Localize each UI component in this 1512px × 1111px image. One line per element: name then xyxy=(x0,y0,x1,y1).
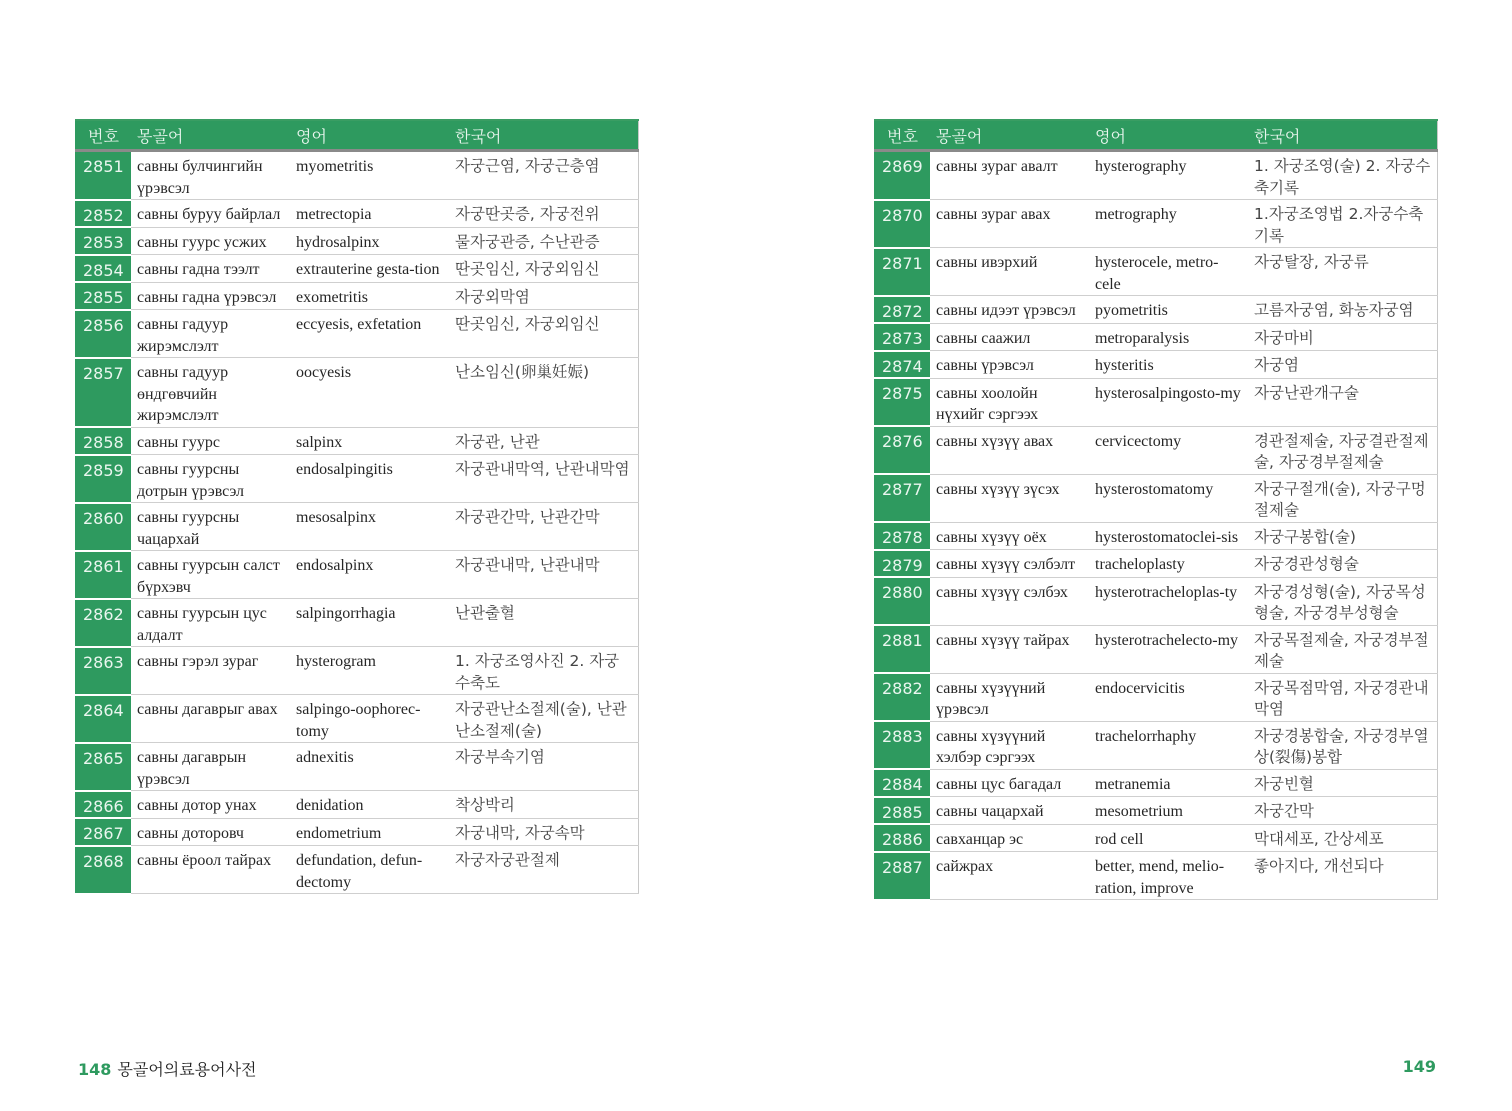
entry-number: 2861 xyxy=(75,551,131,599)
table-row xyxy=(874,522,1437,550)
korean-term: 막대세포, 간상세포 xyxy=(1248,824,1437,852)
english-term: myometritis xyxy=(290,151,449,200)
english-term: hysterotracheloplas-ty xyxy=(1089,577,1248,625)
table-row xyxy=(874,200,1437,248)
mongolian-term: савны буруу байрлал xyxy=(131,200,290,228)
table-row xyxy=(75,551,638,599)
english-term: endocervicitis xyxy=(1089,673,1248,721)
english-term: rod cell xyxy=(1089,824,1248,852)
header-mongolian: 몽골어 xyxy=(131,120,290,151)
entry-number: 2877 xyxy=(874,474,930,522)
korean-term: 딴곳임신, 자궁외임신 xyxy=(449,255,638,283)
table-row xyxy=(874,426,1437,474)
korean-term: 좋아지다, 개선되다 xyxy=(1248,852,1437,900)
korean-term: 자궁경관성형술 xyxy=(1248,550,1437,578)
footer-left xyxy=(78,1057,257,1080)
header-korean: 한국어 xyxy=(1248,120,1437,151)
korean-term: 자궁외막염 xyxy=(449,282,638,310)
korean-term: 자궁부속기염 xyxy=(449,743,638,791)
mongolian-term: савны дагаврыг авах xyxy=(131,695,290,743)
mongolian-term: савны гэрэл зураг xyxy=(131,647,290,695)
english-term: metranemia xyxy=(1089,769,1248,797)
korean-term: 자궁목점막염, 자궁경관내막염 xyxy=(1248,673,1437,721)
entry-number: 2885 xyxy=(874,797,930,825)
terms-table-right xyxy=(874,119,1438,901)
mongolian-term: савны дагаврын үрэвсэл xyxy=(131,743,290,791)
mongolian-term: савны гуурсны дотрын үрэвсэл xyxy=(131,455,290,503)
korean-term: 자궁근염, 자궁근층염 xyxy=(449,151,638,200)
mongolian-term: савны гуурс усжих xyxy=(131,227,290,255)
english-term: hysterogram xyxy=(290,647,449,695)
entry-number: 2853 xyxy=(75,227,131,255)
korean-term: 자궁난관개구술 xyxy=(1248,378,1437,426)
entry-number: 2870 xyxy=(874,200,930,248)
korean-term: 자궁마비 xyxy=(1248,323,1437,351)
english-term: denidation xyxy=(290,791,449,819)
korean-term: 경관절제술, 자궁결관절제술, 자궁경부절제술 xyxy=(1248,426,1437,474)
header-number: 번호 xyxy=(75,120,131,151)
korean-term: 자궁경성형(술), 자궁목성형술, 자궁경부성형술 xyxy=(1248,577,1437,625)
english-term: endosalpingitis xyxy=(290,455,449,503)
table-row xyxy=(75,427,638,455)
english-term: endometrium xyxy=(290,818,449,846)
mongolian-term: савны гадуур өндгөвчийн жирэмслэлт xyxy=(131,358,290,428)
mongolian-term: савны гуурсны чацархай xyxy=(131,503,290,551)
korean-term: 자궁염 xyxy=(1248,351,1437,379)
mongolian-term: савны доторовч xyxy=(131,818,290,846)
mongolian-term: савны хүзүү сэлбэх xyxy=(930,577,1089,625)
english-term: tracheloplasty xyxy=(1089,550,1248,578)
mongolian-term: савханцар эс xyxy=(930,824,1089,852)
entry-number: 2879 xyxy=(874,550,930,578)
english-term: adnexitis xyxy=(290,743,449,791)
table-row xyxy=(874,151,1437,200)
table-row xyxy=(75,227,638,255)
entry-number: 2851 xyxy=(75,151,131,200)
english-term: hysterography xyxy=(1089,151,1248,200)
mongolian-term: савны хүзүү сэлбэлт xyxy=(930,550,1089,578)
book-title: 몽골어의료용어사전 xyxy=(117,1060,257,1079)
table-row xyxy=(75,647,638,695)
table-row xyxy=(874,248,1437,296)
table-row xyxy=(874,824,1437,852)
entry-number: 2887 xyxy=(874,852,930,900)
entry-number: 2865 xyxy=(75,743,131,791)
korean-term: 자궁목절제술, 자궁경부절제술 xyxy=(1248,625,1437,673)
table-row xyxy=(75,151,638,200)
mongolian-term: савны хүзүү оёх xyxy=(930,522,1089,550)
entry-number: 2880 xyxy=(874,577,930,625)
english-term: hysterosalpingosto-my xyxy=(1089,378,1248,426)
table-row xyxy=(75,791,638,819)
entry-number: 2869 xyxy=(874,151,930,200)
mongolian-term: савны хүзүү авах xyxy=(930,426,1089,474)
mongolian-term: савны гуурсын цус алдалт xyxy=(131,599,290,647)
entry-number: 2876 xyxy=(874,426,930,474)
entry-number: 2875 xyxy=(874,378,930,426)
english-term: salpingo-oophorec-tomy xyxy=(290,695,449,743)
english-term: endosalpinx xyxy=(290,551,449,599)
mongolian-term: савны хүзүү зүсэх xyxy=(930,474,1089,522)
mongolian-term: савны хүзүүний үрэвсэл xyxy=(930,673,1089,721)
english-term: extrauterine gesta-tion xyxy=(290,255,449,283)
entry-number: 2882 xyxy=(874,673,930,721)
korean-term: 1. 자궁조영사진 2. 자궁수축도 xyxy=(449,647,638,695)
mongolian-term: савны хүзүү тайрах xyxy=(930,625,1089,673)
mongolian-term: савны зураг авалт xyxy=(930,151,1089,200)
english-term: salpinx xyxy=(290,427,449,455)
english-term: hysterotrachelecto-my xyxy=(1089,625,1248,673)
entry-number: 2863 xyxy=(75,647,131,695)
english-term: metrectopia xyxy=(290,200,449,228)
korean-term: 자궁탈장, 자궁류 xyxy=(1248,248,1437,296)
english-term: cervicectomy xyxy=(1089,426,1248,474)
english-term: better, mend, melio-ration, improve xyxy=(1089,852,1248,900)
entry-number: 2864 xyxy=(75,695,131,743)
korean-term: 난소임신(卵巢妊娠) xyxy=(449,358,638,428)
mongolian-term: савны гадуур жирэмслэлт xyxy=(131,310,290,358)
header-mongolian: 몽골어 xyxy=(930,120,1089,151)
table-row xyxy=(75,846,638,894)
korean-term: 자궁관, 난관 xyxy=(449,427,638,455)
mongolian-term: савны зураг авах xyxy=(930,200,1089,248)
mongolian-term: савны цус багадал xyxy=(930,769,1089,797)
entry-number: 2874 xyxy=(874,351,930,379)
entry-number: 2878 xyxy=(874,522,930,550)
korean-term: 고름자궁염, 화농자궁염 xyxy=(1248,296,1437,324)
korean-term: 자궁경봉합술, 자궁경부열상(裂傷)봉합 xyxy=(1248,721,1437,769)
korean-term: 자궁관내막역, 난관내막염 xyxy=(449,455,638,503)
korean-term: 자궁내막, 자궁속막 xyxy=(449,818,638,846)
korean-term: 물자궁관증, 수난관증 xyxy=(449,227,638,255)
korean-term: 딴곳임신, 자궁외임신 xyxy=(449,310,638,358)
page-number-left: 148 xyxy=(78,1060,112,1079)
table-row xyxy=(874,797,1437,825)
entry-number: 2884 xyxy=(874,769,930,797)
table-row xyxy=(75,255,638,283)
entry-number: 2854 xyxy=(75,255,131,283)
entry-number: 2856 xyxy=(75,310,131,358)
entry-number: 2872 xyxy=(874,296,930,324)
table-row xyxy=(75,310,638,358)
table-row xyxy=(874,323,1437,351)
english-term: defundation, defun-dectomy xyxy=(290,846,449,894)
mongolian-term: савны гадна үрэвсэл xyxy=(131,282,290,310)
entry-number: 2857 xyxy=(75,358,131,428)
english-term: oocyesis xyxy=(290,358,449,428)
table-row xyxy=(874,550,1437,578)
english-term: hysterostomatomy xyxy=(1089,474,1248,522)
entry-number: 2883 xyxy=(874,721,930,769)
english-term: trachelorrhaphy xyxy=(1089,721,1248,769)
table-row xyxy=(874,378,1437,426)
header-korean: 한국어 xyxy=(449,120,638,151)
korean-term: 자궁관난소절제(술), 난관난소절제(술) xyxy=(449,695,638,743)
english-term: mesosalpinx xyxy=(290,503,449,551)
korean-term: 1.자궁조영법 2.자궁수축기록 xyxy=(1248,200,1437,248)
table-row xyxy=(874,852,1437,900)
english-term: hydrosalpinx xyxy=(290,227,449,255)
korean-term: 자궁딴곳증, 자궁전위 xyxy=(449,200,638,228)
table-row xyxy=(874,769,1437,797)
header-english: 영어 xyxy=(1089,120,1248,151)
mongolian-term: савны булчингийн үрэвсэл xyxy=(131,151,290,200)
entry-number: 2873 xyxy=(874,323,930,351)
table-row xyxy=(874,296,1437,324)
english-term: hysterocele, metro-cele xyxy=(1089,248,1248,296)
table-row xyxy=(874,474,1437,522)
mongolian-term: савны хүзүүний хэлбэр сэргээх xyxy=(930,721,1089,769)
table-row xyxy=(75,358,638,428)
table-row xyxy=(874,673,1437,721)
entry-number: 2866 xyxy=(75,791,131,819)
korean-term: 자궁구절개(술), 자궁구멍절제술 xyxy=(1248,474,1437,522)
korean-term: 자궁구봉합(술) xyxy=(1248,522,1437,550)
mongolian-term: савны идээт үрэвсэл xyxy=(930,296,1089,324)
entry-number: 2852 xyxy=(75,200,131,228)
mongolian-term: савны ёроол тайрах xyxy=(131,846,290,894)
entry-number: 2860 xyxy=(75,503,131,551)
mongolian-term: савны саажил xyxy=(930,323,1089,351)
mongolian-term: савны үрэвсэл xyxy=(930,351,1089,379)
mongolian-term: савны гуурсын салст бүрхэвч xyxy=(131,551,290,599)
english-term: hysteritis xyxy=(1089,351,1248,379)
table-row xyxy=(75,818,638,846)
mongolian-term: савны дотор унах xyxy=(131,791,290,819)
table-row xyxy=(874,625,1437,673)
korean-term: 난관출혈 xyxy=(449,599,638,647)
entry-number: 2868 xyxy=(75,846,131,894)
mongolian-term: савны чацархай xyxy=(930,797,1089,825)
table-row xyxy=(874,577,1437,625)
entry-number: 2867 xyxy=(75,818,131,846)
entry-number: 2858 xyxy=(75,427,131,455)
table-row xyxy=(75,743,638,791)
entry-number: 2855 xyxy=(75,282,131,310)
terms-table-left xyxy=(75,119,639,895)
table-header xyxy=(874,120,1437,151)
table-row xyxy=(874,351,1437,379)
table-row xyxy=(75,282,638,310)
page-number-right: 149 xyxy=(1402,1057,1436,1076)
korean-term: 착상박리 xyxy=(449,791,638,819)
entry-number: 2881 xyxy=(874,625,930,673)
table-row xyxy=(75,599,638,647)
korean-term: 자궁빈혈 xyxy=(1248,769,1437,797)
english-term: mesometrium xyxy=(1089,797,1248,825)
table-row xyxy=(75,200,638,228)
english-term: exometritis xyxy=(290,282,449,310)
english-term: metroparalysis xyxy=(1089,323,1248,351)
english-term: salpingorrhagia xyxy=(290,599,449,647)
english-term: pyometritis xyxy=(1089,296,1248,324)
table-row xyxy=(75,695,638,743)
table-row xyxy=(75,455,638,503)
mongolian-term: сайжрах xyxy=(930,852,1089,900)
english-term: eccyesis, exfetation xyxy=(290,310,449,358)
mongolian-term: савны хоолойн нүхийг сэргээх xyxy=(930,378,1089,426)
entry-number: 2871 xyxy=(874,248,930,296)
korean-term: 자궁관내막, 난관내막 xyxy=(449,551,638,599)
table-header xyxy=(75,120,638,151)
entry-number: 2862 xyxy=(75,599,131,647)
korean-term: 자궁간막 xyxy=(1248,797,1437,825)
table-row xyxy=(874,721,1437,769)
entry-number: 2886 xyxy=(874,824,930,852)
mongolian-term: савны гадна тээлт xyxy=(131,255,290,283)
header-number: 번호 xyxy=(874,120,930,151)
header-english: 영어 xyxy=(290,120,449,151)
korean-term: 자궁관간막, 난관간막 xyxy=(449,503,638,551)
english-term: hysterostomatoclei-sis xyxy=(1089,522,1248,550)
english-term: metrography xyxy=(1089,200,1248,248)
table-row xyxy=(75,503,638,551)
entry-number: 2859 xyxy=(75,455,131,503)
korean-term: 자궁자궁관절제 xyxy=(449,846,638,894)
mongolian-term: савны ивэрхий xyxy=(930,248,1089,296)
korean-term: 1. 자궁조영(술) 2. 자궁수축기록 xyxy=(1248,151,1437,200)
mongolian-term: савны гуурс xyxy=(131,427,290,455)
